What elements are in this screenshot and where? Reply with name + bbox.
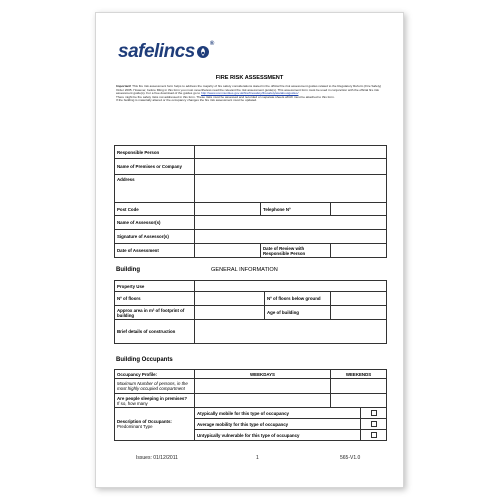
atypically-mobile-checkbox[interactable] — [371, 410, 377, 416]
floors-label: Nº of floors — [115, 292, 195, 306]
floor-area-label: Approx area in m² of footprint of building — [115, 306, 195, 320]
construction-label: Brief details of construction — [115, 320, 195, 344]
description-of-occupants: Description of Occupants: — [117, 419, 172, 424]
occupants-table — [114, 369, 387, 441]
untypically-vulnerable-cell — [361, 430, 387, 441]
post-code-label: Post Code — [115, 203, 195, 216]
assessor-signature-label: Signature of Assessor(s) — [115, 230, 195, 244]
atypically-mobile-cell — [361, 408, 387, 419]
weekends-header: WEEKENDS — [331, 370, 387, 379]
assessment-date-field[interactable] — [195, 244, 261, 258]
intro-line-2: There might be fire safety risks not addressed in this form. These risks must be assessed and recorded on separate sheets which must be attached to this form. — [116, 94, 335, 99]
assessor-name-label: Name of Assessor(s) — [115, 216, 195, 230]
floors-field[interactable] — [195, 292, 265, 306]
telephone-label: Telephone Nº — [261, 203, 331, 216]
footer-page-number: 1 — [256, 455, 259, 461]
atypically-mobile-label: Atypically mobile for this type of occupancy — [195, 408, 361, 419]
untypically-vulnerable-checkbox[interactable] — [371, 432, 377, 438]
sleeping-weekends-field[interactable] — [331, 394, 387, 408]
building-heading: Building — [116, 267, 140, 273]
form-title: FIRE RISK ASSESSMENT — [215, 75, 284, 81]
telephone-field[interactable] — [331, 203, 387, 216]
sleeping-label — [115, 394, 195, 408]
intro-line-1: This fire risk assessment form helps to address the majority of fire safety considerations stated in the official fire risk assessment guides related to the Regulatory Reform (Fire Safety) Order 2005. However, before filling in this form you must nevertheless read the relevant fire risk assessment guide(s). This assessment form must be used in conjunction with the official fire risk assessment guide(s). For a free download of the guides go to — [116, 84, 382, 96]
assessment-date-label: Date of Assessment — [115, 244, 195, 258]
building-occupants-heading: Building Occupants — [116, 357, 173, 363]
intro-line-3: If the building is materially altered or the occupancy changes the fire risk assessment must be updated. — [116, 98, 258, 103]
building-age-field[interactable] — [331, 306, 387, 320]
footer-issue-date: Issues: 01/12/2011 — [136, 455, 178, 461]
property-use-label: Property Use — [115, 281, 195, 292]
responsible-person-field[interactable] — [195, 146, 387, 159]
occupancy-profile-label: Occupancy Profile: — [115, 370, 195, 379]
predominant-type: Predominant Type — [117, 424, 153, 429]
floors-below-field[interactable] — [331, 292, 387, 306]
average-mobility-label: Average mobility for this type of occupancy — [195, 419, 361, 430]
intro-label: Important! — [116, 84, 132, 88]
sleeping-question: Are people sleeping in premises? — [117, 395, 188, 401]
untypically-vulnerable-label: Untypically vulnerable for this type of occupancy — [195, 430, 361, 441]
building-table — [114, 280, 387, 344]
guides-link[interactable]: http://www.communities.gov.uk/fire/firesafety/firesafetylaw/aboutguides/ — [200, 91, 299, 96]
document-page — [95, 12, 404, 488]
logo-text: safelincs — [118, 41, 195, 62]
post-code-field[interactable] — [195, 203, 261, 216]
max-persons-label: Maximum Number of persons, in the most highly occupied compartment — [115, 379, 195, 394]
construction-field[interactable] — [195, 320, 387, 344]
building-age-label: Age of building — [265, 306, 331, 320]
max-persons-weekends-field[interactable] — [331, 379, 387, 394]
footer-version: 565-V1.0 — [340, 455, 361, 461]
general-information-heading: GENERAL INFORMATION — [211, 267, 278, 273]
average-mobility-checkbox[interactable] — [371, 421, 377, 427]
address-field[interactable] — [195, 175, 387, 203]
floor-area-field[interactable] — [195, 306, 265, 320]
review-date-label: Date of Review with Responsible Person — [261, 244, 331, 258]
sleeping-weekdays-field[interactable] — [195, 394, 331, 408]
premises-name-label: Name of Premises or Company — [115, 159, 195, 175]
premises-name-field[interactable] — [195, 159, 387, 175]
trademark-symbol: ® — [209, 41, 214, 47]
description-label — [115, 408, 195, 441]
premises-table — [114, 145, 387, 258]
max-persons-weekdays-field[interactable] — [195, 379, 331, 394]
review-date-field[interactable] — [331, 244, 387, 258]
responsible-person-label: Responsible Person — [115, 146, 195, 159]
floors-below-label: Nº of floors below ground — [265, 292, 331, 306]
safelincs-logo — [118, 41, 214, 63]
intro-text — [116, 85, 383, 103]
shield-flame-icon — [196, 45, 210, 59]
assessor-signature-field[interactable] — [195, 230, 387, 244]
property-use-field[interactable] — [195, 281, 387, 292]
if-so-how-many: If so, how many — [117, 400, 148, 406]
assessor-name-field[interactable] — [195, 216, 387, 230]
weekdays-header: WEEKDAYS — [195, 370, 331, 379]
address-label: Address — [115, 175, 195, 203]
average-mobility-cell — [361, 419, 387, 430]
